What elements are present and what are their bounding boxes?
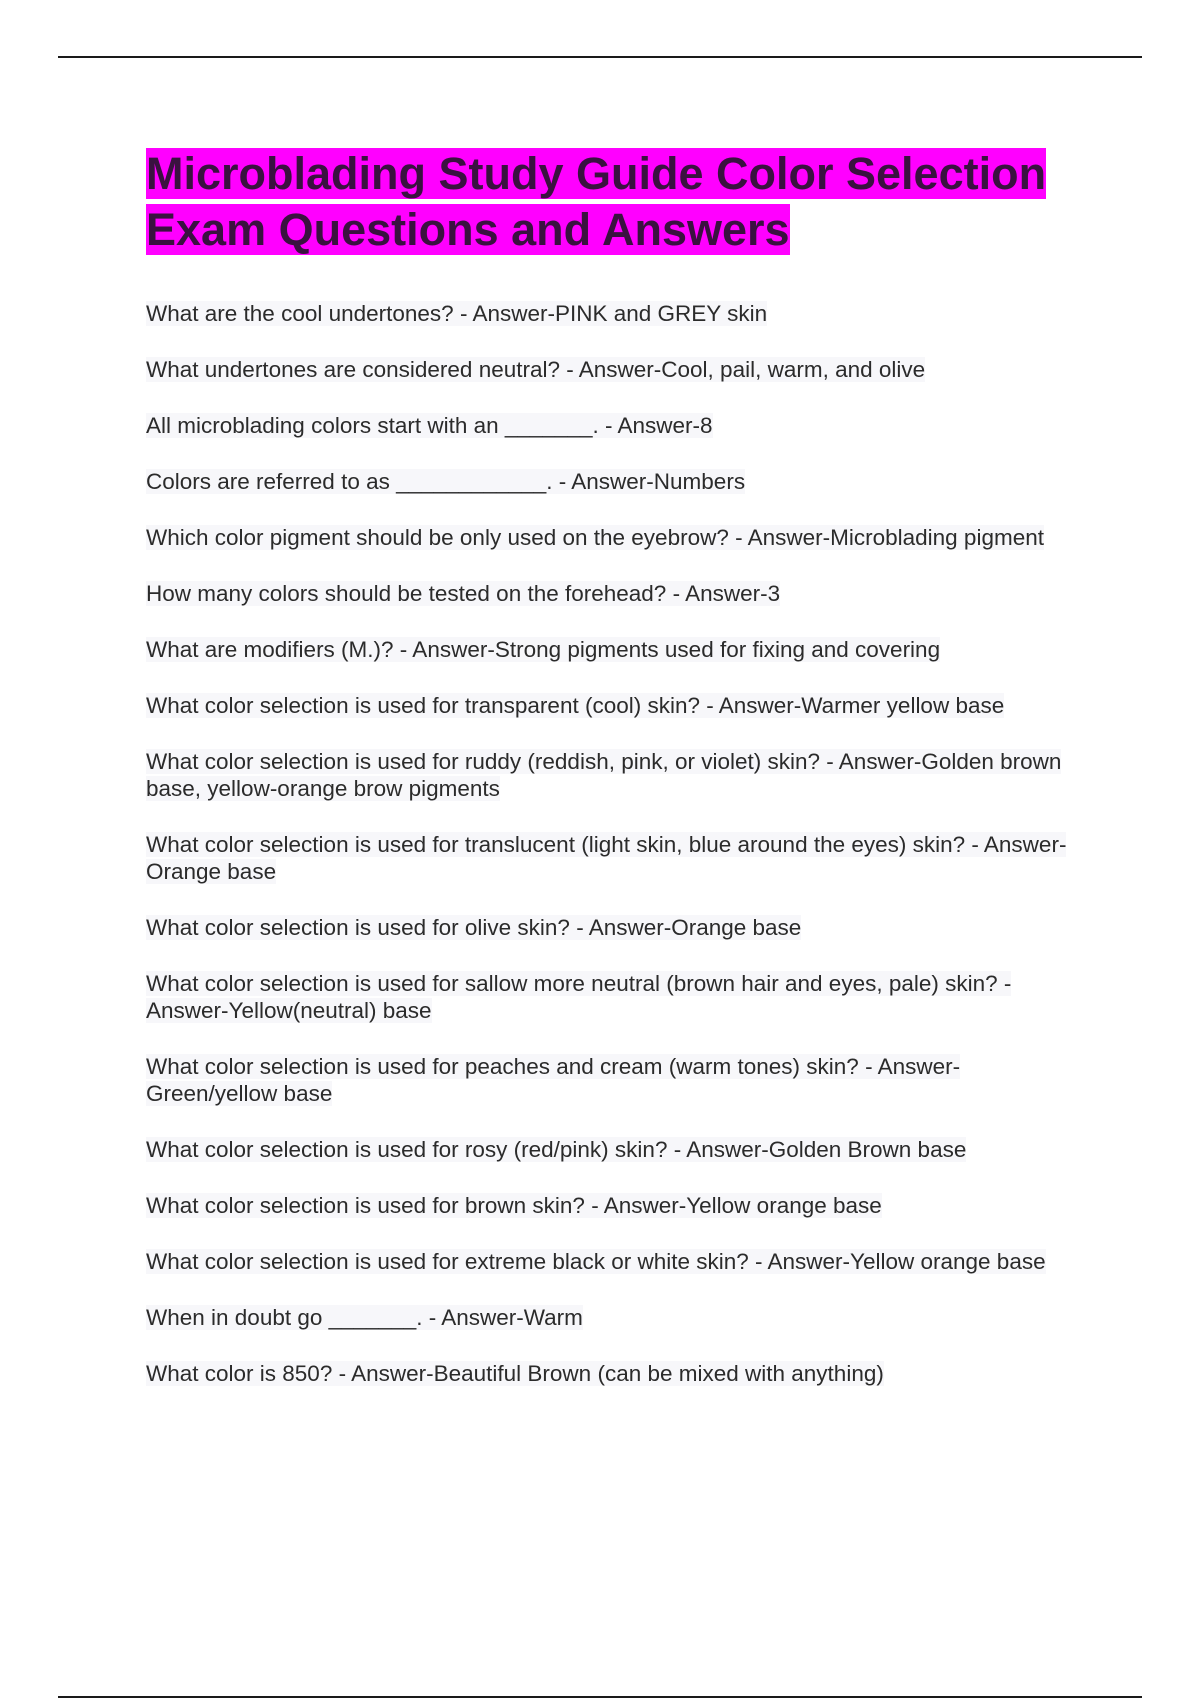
qa-item (146, 831, 1086, 885)
qa-item (146, 748, 1086, 802)
qa-text: What color selection is used for transparent (cool) skin? - Answer-Warmer yellow base (146, 693, 1005, 718)
qa-item (146, 914, 1086, 941)
qa-text: What color selection is used for brown skin? - Answer-Yellow orange base (146, 1193, 882, 1218)
qa-list (146, 300, 1086, 1387)
qa-text: Which color pigment should be only used on the eyebrow? - Answer-Microblading pigment (146, 525, 1044, 550)
qa-item (146, 524, 1086, 551)
qa-item (146, 300, 1086, 327)
qa-text: What color is 850? - Answer-Beautiful Brown (can be mixed with anything) (146, 1361, 884, 1386)
qa-item (146, 580, 1086, 607)
bottom-rule (58, 1696, 1142, 1698)
qa-text: What are modifiers (M.)? - Answer-Strong pigments used for fixing and covering (146, 637, 941, 662)
qa-item (146, 1192, 1086, 1219)
qa-text: What color selection is used for extreme black or white skin? - Answer-Yellow orange base (146, 1249, 1046, 1274)
qa-text: Colors are referred to as ____________. - Answer-Numbers (146, 469, 746, 494)
qa-item (146, 970, 1086, 1024)
qa-text: What color selection is used for translucent (light skin, blue around the eyes) skin? - Answer-Orange base (146, 832, 1067, 884)
qa-item (146, 468, 1086, 495)
qa-text: All microblading colors start with an _______. - Answer-8 (146, 413, 713, 438)
qa-item (146, 1136, 1086, 1163)
qa-item (146, 692, 1086, 719)
qa-text: What color selection is used for sallow more neutral (brown hair and eyes, pale) skin? - Answer-Yellow(neutral) base (146, 971, 1012, 1023)
top-rule (58, 56, 1142, 58)
document-title (146, 146, 1086, 258)
qa-item (146, 636, 1086, 663)
qa-text: What color selection is used for ruddy (reddish, pink, or violet) skin? - Answer-Golden brown base, yellow-orange brow pigments (146, 749, 1062, 801)
qa-item (146, 1360, 1086, 1387)
qa-text: What undertones are considered neutral? - Answer-Cool, pail, warm, and olive (146, 357, 926, 382)
qa-item (146, 356, 1086, 383)
qa-text: What color selection is used for rosy (red/pink) skin? - Answer-Golden Brown base (146, 1137, 967, 1162)
qa-text: What color selection is used for peaches and cream (warm tones) skin? - Answer-Green/yellow base (146, 1054, 961, 1106)
qa-text: How many colors should be tested on the forehead? - Answer-3 (146, 581, 781, 606)
qa-item (146, 1053, 1086, 1107)
qa-item (146, 1304, 1086, 1331)
qa-text: When in doubt go _______. - Answer-Warm (146, 1305, 583, 1330)
document-title-text: Microblading Study Guide Color Selection Exam Questions and Answers (146, 148, 1047, 255)
qa-text: What are the cool undertones? - Answer-PINK and GREY skin (146, 301, 768, 326)
qa-text: What color selection is used for olive skin? - Answer-Orange base (146, 915, 802, 940)
qa-item (146, 412, 1086, 439)
document-page (146, 146, 1086, 1416)
qa-item (146, 1248, 1086, 1275)
